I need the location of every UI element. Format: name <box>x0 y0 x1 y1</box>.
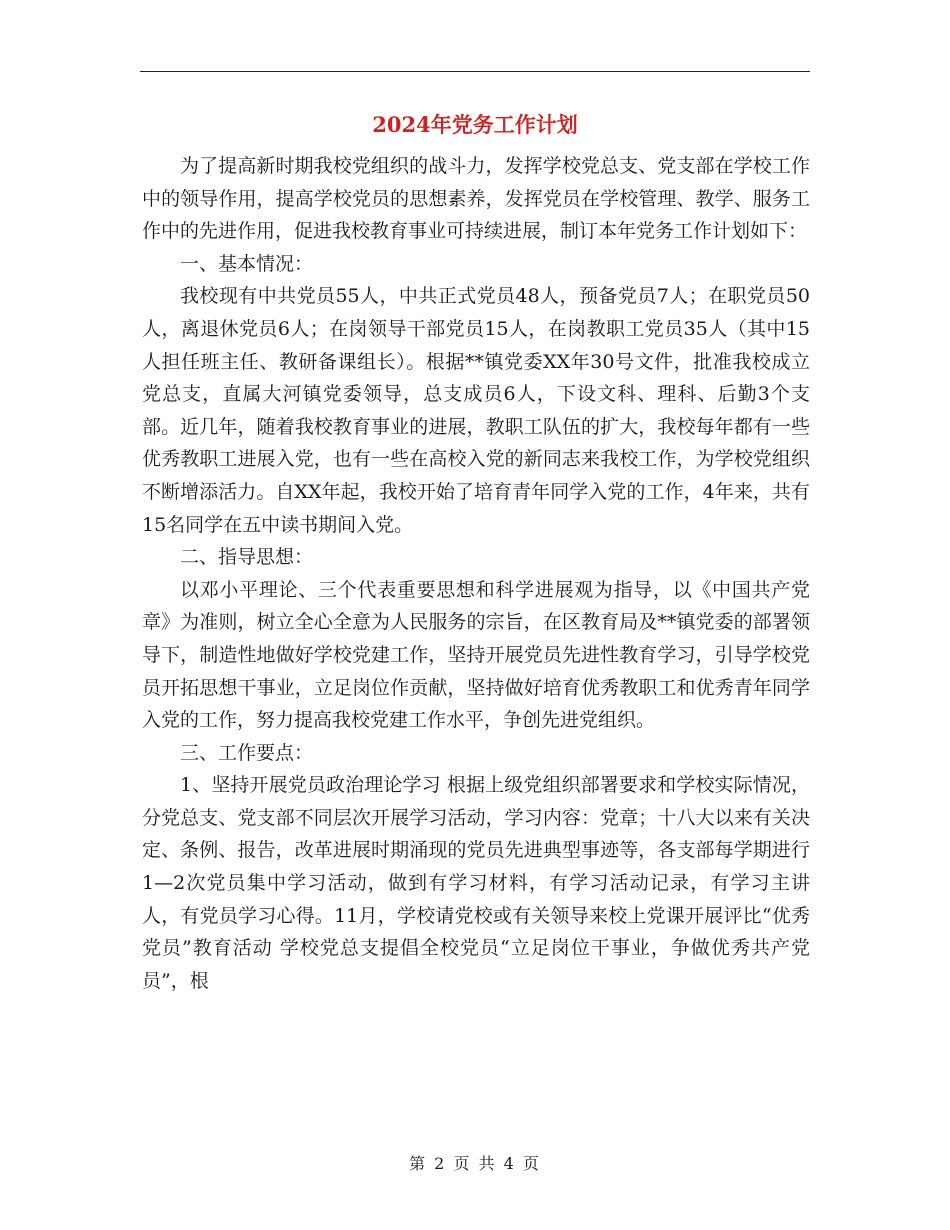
document-title: 2024年党务工作计划 <box>372 112 578 137</box>
section-heading-basic-situation: 一、基本情况： <box>180 252 314 275</box>
section-heading-guiding-ideology: 二、指导思想： <box>180 546 314 569</box>
paragraph-guiding-ideology: 以邓小平理论、三个代表重要思想和科学进展观为指导，以《中国共产党章》为准则，树立全心全意为人民服务的宗旨，在区教育局及**镇党委的部署领导下，制造性地做好学校党建工作，坚持开展党员先进性教育学习，引导学校党员开拓思想干事业，立足岗位作贡献，坚持做好培育优秀教职工和优秀青年同学入党的工作，努力提高我校党建工作水平，争创先进党组织。 <box>142 578 810 732</box>
header-rule <box>140 71 810 72</box>
paragraph-intro: 为了提高新时期我校党组织的战斗力，发挥学校党总支、党支部在学校工作中的领导作用，提高学校党员的思想素养，发挥党员在学校管理、教学、服务工作中的先进作用，促进我校教育事业可持续进展，制订本年党务工作计划如下： <box>142 155 810 243</box>
document-body <box>142 150 810 997</box>
page-number-footer: 第 2 页 共 4 页 <box>409 1154 541 1173</box>
paragraph-basic-situation: 我校现有中共党员55人，中共正式党员48人，预备党员7人；在职党员50 人，离退休党员6人；在岗领导干部党员15人，在岗教职工党员35人（其中15人担任班主任、教研备课组长）。根据**镇党委XX年30号文件，批准我校成立党总支，直属大河镇党委领导，总支成员6人，下设文科、理科、后勤3个支部。近几年，随着我校教育事业的进展，教职工队伍的扩大，我校每年都有一些优秀教职工进展入党，也有一些在高校入党的新同志来我校工作，为学校党组织不断增添活力。自XX年起，我校开始了培育青年同学入党的工作，4年来，共有15名同学在五中读书期间入党。 <box>142 285 810 536</box>
paragraph-work-point-1: 1、坚持开展党员政治理论学习 根据上级党组织部署要求和学校实际情况，分党总支、党支部不同层次开展学习活动，学习内容：党章；十八大以来有关决定、条例、报告，改革进展时期涌现的党员先进典型事迹等，各支部每学期进行1—2次党员集中学习活动，做到有学习材料，有学习活动记录，有学习主讲人，有党员学习心得。11月，学校请党校或有关领导来校上党课开展评比“优秀党员”教育活动 学校党总支提倡全校党员“立足岗位干事业，争做优秀共产党员”，根 <box>142 774 810 992</box>
section-heading-work-points: 三、工作要点： <box>180 741 314 764</box>
